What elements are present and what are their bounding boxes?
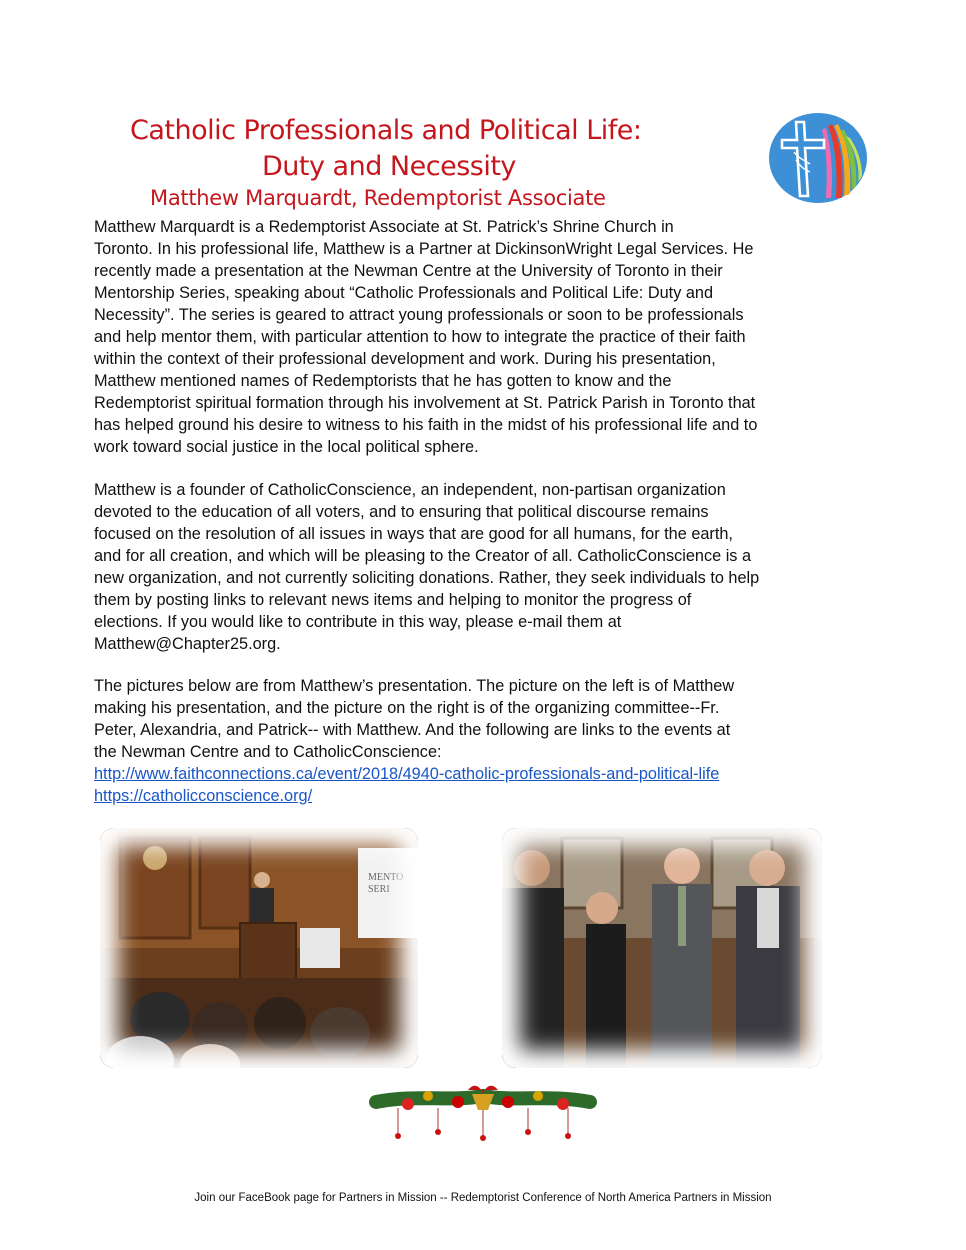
footer-text: Join our FaceBook page for Partners in Mission -- Redemptorist Conference of North America Partners in Mission [194,1192,772,1204]
page-subtitle: Matthew Marquardt, Redemptorist Associate [150,186,606,210]
text-line: making his presentation, and the picture on the right is of the organizing committee--Fr. [94,699,720,717]
screen-text: SERI [368,884,390,895]
text-line: Redemptorist spiritual formation through his involvement at St. Patrick Parish in Toronto that [94,394,756,412]
screen-text: MENTO [368,872,404,883]
text-line: the Newman Centre and to CatholicConscience: [94,743,442,761]
text-line: Mentorship Series, speaking about “Catholic Professionals and Political Life: Duty and [94,284,714,302]
text-line: elections. If you would like to contribute in this way, please e-mail them at [94,613,622,631]
text-line: work toward social justice in the local political sphere. [94,438,479,456]
text-line: them by posting links to relevant news items and helping to monitor the progress of [94,591,692,609]
catholicconscience-link[interactable]: https://catholicconscience.org/ [94,787,313,805]
text-line: Matthew Marquardt is a Redemptorist Associate at St. Patrick’s Shrine Church in [94,218,674,236]
text-line: has helped ground his desire to witness to his faith in the midst of his professional life and to [94,416,758,434]
text-line: and help mentor them, with particular attention to how to integrate the practice of their faith [94,328,746,346]
text-line: and for all creation, and which will be pleasing to the Creator of all. CatholicConscience is a [94,547,752,565]
text-line: Toronto. In his professional life, Matthew is a Partner at DickinsonWright Legal Services. He [94,240,754,258]
text-line: The pictures below are from Matthew’s presentation. The picture on the left is of Matthew [94,677,735,695]
link-list [94,763,719,807]
text-line: new organization, and not currently soliciting donations. Rather, they seek individuals to help [94,569,760,587]
text-line: Matthew@Chapter25.org. [94,635,281,653]
text-line: devoted to the education of all voters, and to ensuring that political discourse remains [94,503,709,521]
committee-group-photo [502,828,822,1068]
text-line: Peter, Alexandria, and Patrick-- with Matthew. And the following are links to the events at [94,721,731,739]
cross-logo-icon [768,112,872,204]
text-line: within the context of their professional development and work. During his presentation, [94,350,716,368]
article-paragraph-2 [94,479,884,655]
text-line: Matthew is a founder of CatholicConscience, an independent, non-partisan organization [94,481,726,499]
text-line: recently made a presentation at the Newman Centre at the University of Toronto in their [94,262,723,280]
christmas-garland-icon [368,1072,598,1144]
faithconnections-event-link[interactable]: http://www.faithconnections.ca/event/2018/4940-catholic-professionals-and-political-life [94,765,720,783]
article-paragraph-1 [94,216,884,458]
article-paragraph-3 [94,675,884,763]
page-title-line2: Duty and Necessity [262,151,516,182]
page-title: Catholic Professionals and Political Life: [130,115,642,146]
text-line: Matthew mentioned names of Redemptorists that he has gotten to know and the [94,372,672,390]
presentation-photo [100,828,418,1068]
text-line: focused on the resolution of all issues in ways that are good for all humans, for the earth, [94,525,733,543]
text-line: Necessity”. The series is geared to attract young professionals or soon to be professionals [94,306,744,324]
